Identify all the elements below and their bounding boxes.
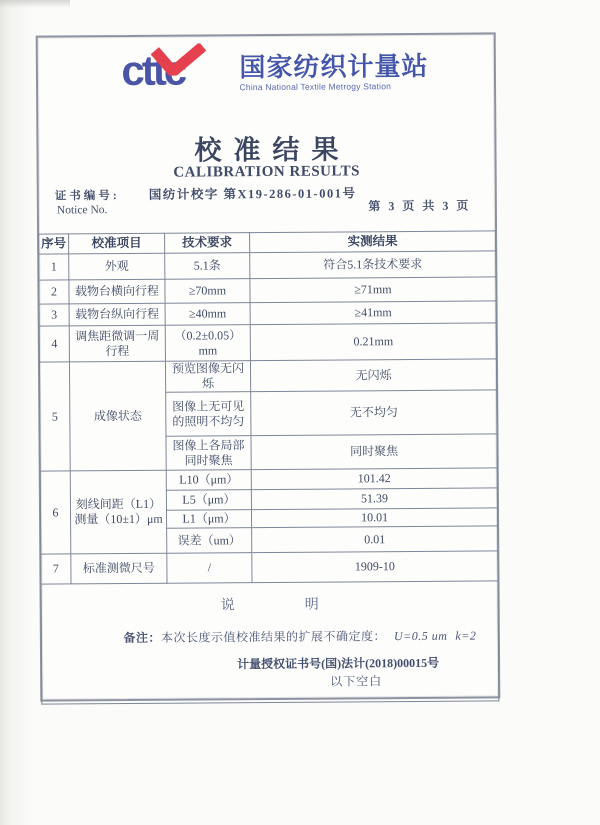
table-row [41, 551, 498, 584]
table-row [39, 323, 496, 362]
notes-row [41, 581, 499, 704]
row-no: 5 [39, 362, 70, 471]
header-logo [38, 48, 494, 97]
row-result: 符合5.1条技术要求 [250, 251, 496, 279]
row-item: 刻线间距（L1）测量（10±1）μm [70, 470, 167, 554]
row-requirement: ≥70mm [165, 279, 250, 304]
row-no: 2 [39, 280, 69, 304]
row-no: 3 [39, 304, 69, 326]
row-requirement: 图像上无可见的照明不均匀 [166, 392, 251, 437]
certificate-page [36, 32, 501, 701]
row-result: ≥71mm [250, 277, 496, 303]
document-title-cn: 校准结果 [194, 134, 351, 166]
station-name-block [239, 49, 428, 92]
row-requirement: L1（μm） [166, 510, 251, 529]
header-item: 校准项目 [69, 233, 165, 254]
row-requirement: 预览图像无闪烁 [165, 361, 250, 393]
authorization-line: 计量授权证书号(国)法计(2018)00015号 [237, 656, 440, 672]
row-result: 0.01 [252, 526, 498, 553]
row-no: 1 [39, 254, 69, 280]
scan-top-shadow [0, 0, 70, 8]
table-row [39, 277, 496, 304]
table-row [39, 359, 496, 393]
table-row [39, 301, 496, 326]
cert-number-value: 国纺计校字 第X19-286-01-001号 [148, 186, 357, 202]
row-result: 同时聚焦 [251, 434, 497, 470]
document-title-en: CALIBRATION RESULTS [173, 163, 361, 181]
row-no: 6 [40, 471, 71, 554]
scan-edge-shadow [0, 0, 34, 825]
header-requirement: 技术要求 [165, 233, 250, 254]
cttc-logo-text: cttc [121, 46, 185, 95]
row-requirement: 5.1条 [165, 253, 250, 280]
header-no: 序号 [39, 234, 69, 254]
row-requirement: L10（μm） [166, 470, 251, 491]
row-requirement: 图像上各局部同时聚焦 [166, 436, 251, 471]
remark-label: 备注： [123, 631, 162, 646]
page-indicator: 第 3 页 共 3 页 [368, 198, 471, 214]
row-item: 载物台横向行程 [69, 279, 165, 304]
table-row [39, 251, 496, 280]
cert-number-label-cn: 证书编号: [54, 190, 120, 203]
remark-text: 本次长度示值校准结果的扩展不确定度： [160, 629, 387, 646]
station-name-cn: 国家纺织计量站 [239, 50, 429, 83]
remark-line [104, 629, 496, 647]
row-requirement: / [167, 553, 252, 584]
blank-below-note: 以下空白 [330, 674, 383, 689]
row-item: 载物台纵向行程 [69, 303, 165, 326]
row-result: 0.21mm [250, 323, 496, 361]
row-no: 7 [41, 554, 71, 584]
cert-number-label-en: Notice No. [56, 204, 108, 217]
row-no: 4 [39, 326, 69, 362]
row-result: 无不均匀 [251, 390, 497, 436]
notes-cell [41, 581, 499, 704]
row-result: 10.01 [251, 508, 497, 528]
station-name-en: China National Textile Metrogy Station [239, 81, 392, 93]
row-result: 51.39 [251, 488, 497, 510]
calibration-results-table [38, 230, 499, 704]
row-requirement: L5（μm） [166, 490, 251, 511]
row-result: 无闪烁 [250, 359, 496, 392]
certificate-info [39, 180, 495, 231]
row-item: 标准测微尺号 [71, 553, 167, 584]
logo-checkmark-icon [151, 43, 207, 75]
cttc-wordmark [121, 46, 229, 97]
row-item: 调焦距微调一周行程 [69, 325, 165, 362]
row-requirement: （0.2±0.05）mm [165, 325, 250, 362]
row-requirement: 误差（um） [167, 528, 252, 554]
row-requirement: ≥40mm [165, 303, 250, 326]
row-item: 成像状态 [69, 361, 166, 471]
row-result: 101.42 [251, 468, 497, 490]
header-result: 实测结果 [250, 231, 496, 253]
row-result: 1909-10 [252, 551, 498, 583]
row-item: 外观 [69, 253, 165, 280]
uncertainty-value: U=0.5 um [393, 629, 448, 644]
notes-title: 说明 [220, 596, 389, 614]
row-result: ≥41mm [250, 301, 496, 325]
coverage-factor: k=2 [455, 628, 477, 643]
